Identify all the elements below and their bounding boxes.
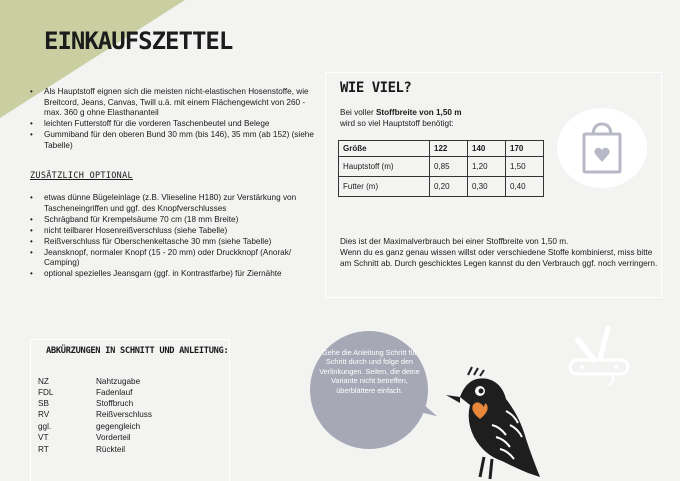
list-item: • optional spezielles Jeansgarn (ggf. in Kontrastfarbe) für Ziernähte	[30, 269, 322, 280]
abbreviation-meaning: gegengleich	[96, 422, 141, 431]
list-item: • Gummiband für den oberen Bund 30 mm (bis 146), 35 mm (ab 152) (siehe Tabelle)	[30, 130, 320, 151]
note-line2: Wenn du es ganz genau wissen willst oder verschiedene Stoffe kombinierst, miss bitte am Schnitt ab. Durch geschicktes Legen kannst du den Verbrauch ggf. noch verringern.	[340, 248, 658, 268]
optional-heading: ZUSÄTZLICH OPTIONAL	[30, 171, 133, 181]
fabric-amount-note	[340, 236, 658, 269]
table-header-cell: Größe	[339, 141, 430, 157]
table-header-cell: 140	[468, 141, 506, 157]
list-item: • Schrägband für Krempelsäume 70 cm (18 mm Breite)	[30, 215, 322, 226]
seam-ripper-icon	[564, 326, 634, 388]
abbreviation-key: VT	[38, 433, 49, 442]
abbreviation-row	[38, 410, 152, 420]
abbreviation-key: NZ	[38, 377, 49, 386]
abbreviation-row	[38, 422, 140, 432]
speech-bubble-text: Gehe die Anleitung Schritt für Schritt durch und folge den Verlinkungen. Seiten, die deine Variante nicht betreffen, überblättere einfach.	[319, 348, 420, 395]
note-line1: Dies ist der Maximalverbrauch bei einer Stoffbreite von 1,50 m.	[340, 237, 569, 246]
fabric-amount-intro	[340, 107, 462, 129]
intro-line2: wird so viel Hauptstoff benötigt:	[340, 119, 454, 128]
abbreviation-meaning: Stoffbruch	[96, 399, 134, 408]
abbreviation-row	[38, 445, 125, 455]
table-header-row	[339, 141, 544, 157]
table-row	[339, 157, 544, 177]
shopping-bag-icon	[557, 108, 647, 188]
intro-bold: Stoffbreite von 1,50 m	[375, 108, 462, 117]
table-cell: 0,40	[506, 177, 544, 197]
abbreviation-meaning: Nahtzugabe	[96, 377, 141, 386]
intro-prefix: Bei voller	[340, 108, 376, 117]
abbreviation-meaning: Fadenlauf	[96, 388, 133, 397]
table-cell: 1,50	[506, 157, 544, 177]
table-cell: 0,85	[430, 157, 468, 177]
table-row	[339, 177, 544, 197]
abbreviation-key: RT	[38, 445, 49, 454]
fabric-amount-title: WIE VIEL?	[340, 80, 412, 96]
list-item: • Als Hauptstoff eignen sich die meisten nicht-elastischen Hosenstoffe, wie Breitcord, Jeans, Canvas, Twill u.ä. mit einem Flächengewicht von 260 - max. 360 g ohne Elasthananteil	[30, 87, 320, 119]
crow-illustration	[440, 365, 550, 481]
abbreviation-meaning: Rückteil	[96, 445, 126, 454]
abbreviation-row	[38, 399, 133, 409]
abbreviation-row	[38, 433, 131, 443]
table-cell: Futter (m)	[339, 177, 430, 197]
abbreviations-title: ABKÜRZUNGEN IN SCHNITT UND ANLEITUNG:	[46, 346, 229, 356]
list-item: • Reißverschluss für Oberschenkeltasche 30 mm (siehe Tabelle)	[30, 237, 322, 248]
abbreviation-key: FDL	[38, 388, 54, 397]
abbreviation-row	[38, 377, 140, 387]
list-item: • Jeansknopf, normaler Knopf (15 - 20 mm) oder Druckknopf (Anorak/ Camping)	[30, 248, 322, 269]
abbreviation-meaning: Vorderteil	[96, 433, 131, 442]
table-cell: 0,20	[430, 177, 468, 197]
abbreviation-key: ggl.	[38, 422, 52, 431]
abbreviation-key: SB	[38, 399, 49, 408]
main-material-list	[30, 87, 320, 152]
abbreviation-key: RV	[38, 410, 50, 419]
table-cell: 0,30	[468, 177, 506, 197]
page-title: EINKAUFSZETTEL	[44, 27, 233, 55]
table-cell: Hauptstoff (m)	[339, 157, 430, 177]
fabric-table	[338, 140, 544, 197]
table-cell: 1,20	[468, 157, 506, 177]
optional-material-list	[30, 193, 322, 280]
abbreviation-row	[38, 388, 132, 398]
list-item: • nicht teilbarer Hosenreißverschluss (siehe Tabelle)	[30, 226, 322, 237]
shopping-bag-badge	[557, 108, 647, 188]
abbreviation-meaning: Reißverschluss	[96, 410, 152, 419]
table-header-cell: 122	[430, 141, 468, 157]
table-header-cell: 170	[506, 141, 544, 157]
list-item: • leichten Futterstoff für die vorderen Taschenbeutel und Belege	[30, 119, 320, 130]
list-item: • etwas dünne Bügeleinlage (z.B. Vlieseline H180) zur Verstärkung von Tascheneingriffen und ggf. des Knopfverschlusses	[30, 193, 322, 214]
